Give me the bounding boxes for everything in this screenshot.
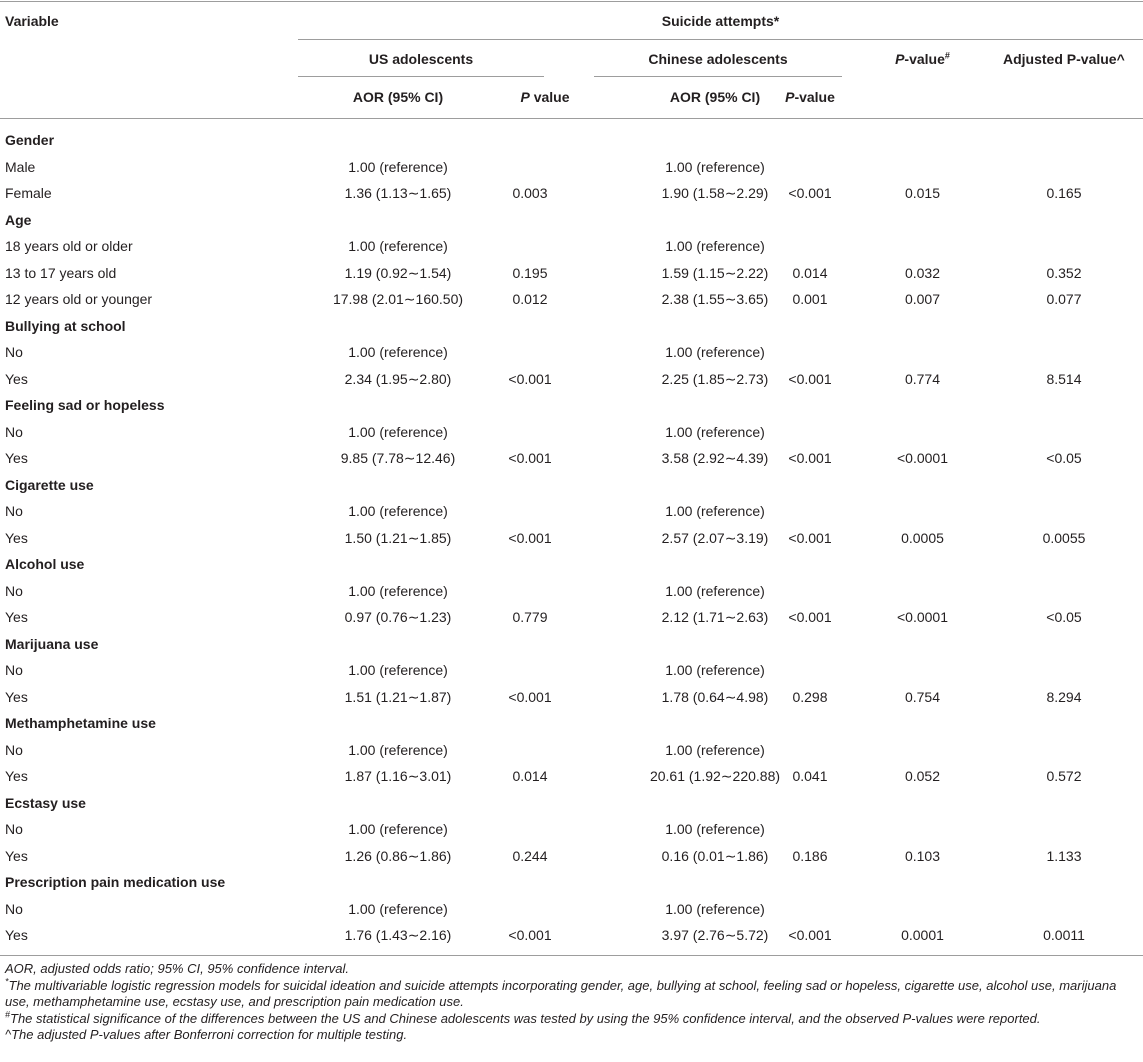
section-label: Bullying at school [5,317,126,334]
adjusted-p-value-cell: 0.352 [1046,264,1082,281]
cn-aor-cell: 3.97 (2.76∼5.72) [661,927,769,943]
section-label: Methamphetamine use [5,715,156,731]
table-row [0,445,1143,471]
row-label: Yes [5,688,28,705]
us-p-value-suffix: value [529,89,570,105]
us-aor-cell: 1.00 (reference) [348,344,448,360]
p-value-diff-suffix: -value [904,51,945,67]
cn-aor-cell: 1.59 (1.15∼2.22) [661,264,769,281]
cn-p-value-cell: <0.001 [788,450,832,466]
section-row [0,127,1143,153]
header-bottom-rule [0,118,1143,119]
cn-p-value-cell: <0.001 [788,370,832,387]
chinese-adolescents-header: Chinese adolescents [648,51,788,67]
us-aor-cell: 1.19 (0.92∼1.54) [344,264,452,281]
us-aor-cell: 1.50 (1.21∼1.85) [344,529,452,546]
cn-aor-cell: 2.38 (1.55∼3.65) [661,291,769,307]
section-row [0,207,1143,233]
footnote-star-mark: * [5,976,9,987]
cn-aor-cell: 1.90 (1.58∼2.29) [661,185,769,201]
cn-p-value-suffix: -value [794,89,835,105]
us-aor-cell: 1.87 (1.16∼3.01) [344,768,452,784]
cn-aor-cell: 1.00 (reference) [665,158,765,175]
us-aor-cell: 1.00 (reference) [348,821,448,837]
cn-p-value-cell: <0.001 [788,609,832,625]
section-row [0,392,1143,418]
table-row [0,843,1143,869]
cn-p-value-cell: 0.298 [792,688,828,705]
table-row [0,896,1143,922]
section-row [0,869,1143,895]
section-label: Cigarette use [5,476,94,493]
row-label: Yes [5,529,28,546]
cn-aor-header: AOR (95% CI) [669,89,761,105]
footnote-star-text: The multivariable logistic regression models for suicidal ideation and suicide attempts incorporating gender, age, bullying at school, feeling sad or hopeless, cigarette use, alcohol use, marijuana use, methamphetamine use, ecstasy use, and prescription pain medication use. [5,977,1117,1009]
us-p-value-cell: <0.001 [508,529,552,546]
cn-p-value-cell: 0.014 [792,264,828,281]
suicide-attempts-rule [298,39,1143,40]
row-label: Yes [5,609,28,625]
cn-aor-cell: 3.58 (2.92∼4.39) [661,450,769,466]
cn-p-value-cell: 0.001 [792,291,828,307]
adjusted-p-value-header: Adjusted P-value^ [1003,51,1125,67]
p-value-diff-header [860,50,985,68]
us-aor-cell: 1.51 (1.21∼1.87) [344,688,452,705]
us-aor-cell: 1.36 (1.13∼1.65) [344,185,452,201]
p-value-diff-cell: 0.754 [904,688,941,705]
us-aor-cell: 0.97 (0.76∼1.23) [344,609,452,625]
table-row [0,419,1143,445]
p-value-diff-cell: 0.015 [904,185,941,201]
cn-aor-cell: 1.00 (reference) [665,423,765,440]
cn-p-value-cell: 0.041 [792,768,828,784]
cn-aor-cell: 1.00 (reference) [665,821,765,837]
section-label: Prescription pain medication use [5,874,226,890]
adjusted-p-value-cell: 0.572 [1046,768,1082,784]
table-row [0,339,1143,365]
table-row [0,816,1143,842]
table-row [0,604,1143,630]
table-row [0,286,1143,312]
section-row [0,472,1143,498]
p-value-diff-cell: 0.007 [904,291,941,307]
us-aor-cell: 1.00 (reference) [348,503,448,519]
adjusted-p-value-cell: 0.0055 [1042,529,1086,546]
us-p-value-cell: 0.779 [512,609,548,625]
row-label: Female [5,185,52,201]
us-aor-cell: 1.00 (reference) [348,662,448,678]
us-p-value-cell: 0.003 [512,185,548,201]
table-row [0,922,1143,948]
section-label: Gender [5,132,55,148]
row-label: No [5,821,23,837]
cn-aor-cell: 20.61 (1.92∼220.88) [649,768,781,784]
us-aor-cell: 1.26 (0.86∼1.86) [344,847,452,864]
cn-aor-cell: 1.00 (reference) [665,582,765,599]
cn-aor-cell: 2.12 (1.71∼2.63) [661,609,769,625]
cn-aor-cell: 1.00 (reference) [665,900,765,917]
section-row [0,551,1143,577]
section-row [0,710,1143,736]
row-label: No [5,423,23,440]
suicide-attempts-title: Suicide attempts [661,13,774,29]
cn-aor-cell: 1.00 (reference) [665,344,765,360]
cn-p-value-cell: <0.001 [788,927,832,943]
section-label: Ecstasy use [5,794,86,811]
adjusted-p-value-cell: 8.294 [1046,688,1082,705]
table-row [0,763,1143,789]
us-aor-cell: 1.00 (reference) [348,741,448,758]
p-value-diff-mark: # [944,50,950,61]
table-row [0,737,1143,763]
cn-aor-cell: 1.00 (reference) [665,238,765,254]
footnote-hash-mark: # [5,1009,11,1020]
us-p-value-prefix: P [520,89,530,105]
table-row [0,366,1143,392]
p-value-diff-cell: 0.032 [904,264,941,281]
footnote-hash [5,1011,1141,1028]
section-label: Marijuana use [5,635,99,652]
cn-aor-cell: 1.78 (0.64∼4.98) [661,688,769,705]
us-p-value-cell: <0.001 [508,370,552,387]
us-aor-cell: 9.85 (7.78∼12.46) [340,450,456,466]
p-value-diff-cell: <0.0001 [897,609,948,625]
adjusted-p-value-cell: 8.514 [1046,370,1082,387]
row-label: 18 years old or older [5,238,133,254]
us-aor-cell: 1.00 (reference) [348,423,448,440]
us-aor-header: AOR (95% CI) [352,89,444,105]
us-p-value-cell: <0.001 [508,927,552,943]
cn-aor-cell: 1.00 (reference) [665,662,765,678]
us-p-value-cell: <0.001 [508,688,552,705]
adjusted-p-value-cell: 0.0011 [1043,927,1085,943]
us-aor-cell: 1.00 (reference) [348,582,448,599]
row-label: No [5,344,23,360]
us-aor-cell: 1.76 (1.43∼2.16) [344,927,452,943]
p-value-diff-cell: 0.103 [904,847,941,864]
table-row [0,260,1143,286]
row-label: 13 to 17 years old [5,264,117,281]
row-label: Yes [5,370,28,387]
us-adolescents-header: US adolescents [368,51,474,67]
row-label: No [5,662,23,678]
cn-p-value-cell: 0.186 [792,847,828,864]
us-p-value-cell: 0.195 [512,264,548,281]
adjusted-p-value-cell: <0.05 [1046,609,1082,625]
row-label: Yes [5,927,28,943]
footnote-caret: ^The adjusted P-values after Bonferroni correction for multiple testing. [5,1027,408,1042]
section-row [0,631,1143,657]
p-value-diff-cell: <0.0001 [897,450,948,466]
p-value-diff-cell: 0.052 [904,768,941,784]
table-bottom-rule [0,955,1143,956]
footnote-star [5,978,1141,1011]
us-p-value-cell: 0.012 [512,291,548,307]
row-label: Yes [5,450,28,466]
p-value-diff-cell: 0.774 [904,370,941,387]
table-row [0,657,1143,683]
cn-p-value-cell: <0.001 [788,185,832,201]
us-aor-cell: 1.00 (reference) [348,238,448,254]
section-label: Age [5,211,32,228]
us-p-value-cell: 0.244 [512,847,548,864]
p-value-diff-cell: 0.0001 [901,927,944,943]
row-label: Yes [5,847,28,864]
footnote-hash-text: The statistical significance of the differences between the US and Chinese adolescents was tested by using the 95% confidence interval, and the observed P-values were reported. [10,1010,1041,1026]
p-value-diff-prefix: P [895,51,905,67]
adjusted-p-value-cell: 1.133 [1046,847,1082,864]
us-aor-cell: 2.34 (1.95∼2.80) [344,370,452,387]
p-value-diff-cell: 0.0005 [901,529,944,546]
adjusted-p-value-cell: 0.077 [1046,291,1082,307]
table-row [0,684,1143,710]
cn-p-value-prefix: P [785,89,795,105]
table-row [0,498,1143,524]
cn-p-value-cell: <0.001 [788,529,832,546]
table-row [0,154,1143,180]
section-label: Feeling sad or hopeless [5,397,165,413]
table-row [0,233,1143,259]
row-label: Male [5,158,36,175]
us-aor-cell: 1.00 (reference) [348,158,448,175]
section-row [0,790,1143,816]
cn-aor-cell: 2.25 (1.85∼2.73) [661,370,769,387]
cn-aor-cell: 2.57 (2.07∼3.19) [661,529,769,546]
table-top-rule [0,1,1143,2]
cn-aor-cell: 1.00 (reference) [665,503,765,519]
row-label: No [5,741,23,758]
adjusted-p-value-cell: <0.05 [1046,450,1082,466]
table-footnotes [5,961,1141,1044]
variable-header: Variable [5,13,59,29]
row-label: No [5,582,23,599]
row-label: 12 years old or younger [5,291,153,307]
section-label: Alcohol use [5,556,85,572]
cn-aor-cell: 0.16 (0.01∼1.86) [661,847,769,864]
table-row [0,525,1143,551]
us-aor-cell: 17.98 (2.01∼160.50) [332,291,464,307]
us-adolescents-rule [298,76,544,77]
section-row [0,313,1143,339]
us-p-value-cell: 0.014 [512,768,548,784]
suicide-attempts-mark: * [773,13,780,29]
cn-p-value-header [745,88,875,106]
table-row [0,578,1143,604]
cn-aor-cell: 1.00 (reference) [665,741,765,758]
row-label: No [5,900,23,917]
table-row [0,180,1143,206]
us-p-value-cell: <0.001 [508,450,552,466]
us-aor-cell: 1.00 (reference) [348,900,448,917]
suicide-attempts-header [298,12,1143,30]
row-label: No [5,503,23,519]
adjusted-p-value-cell: 0.165 [1046,185,1082,201]
footnote-abbreviations: AOR, adjusted odds ratio; 95% CI, 95% confidence interval. [5,961,349,976]
row-label: Yes [5,768,28,784]
chinese-adolescents-rule [594,76,842,77]
